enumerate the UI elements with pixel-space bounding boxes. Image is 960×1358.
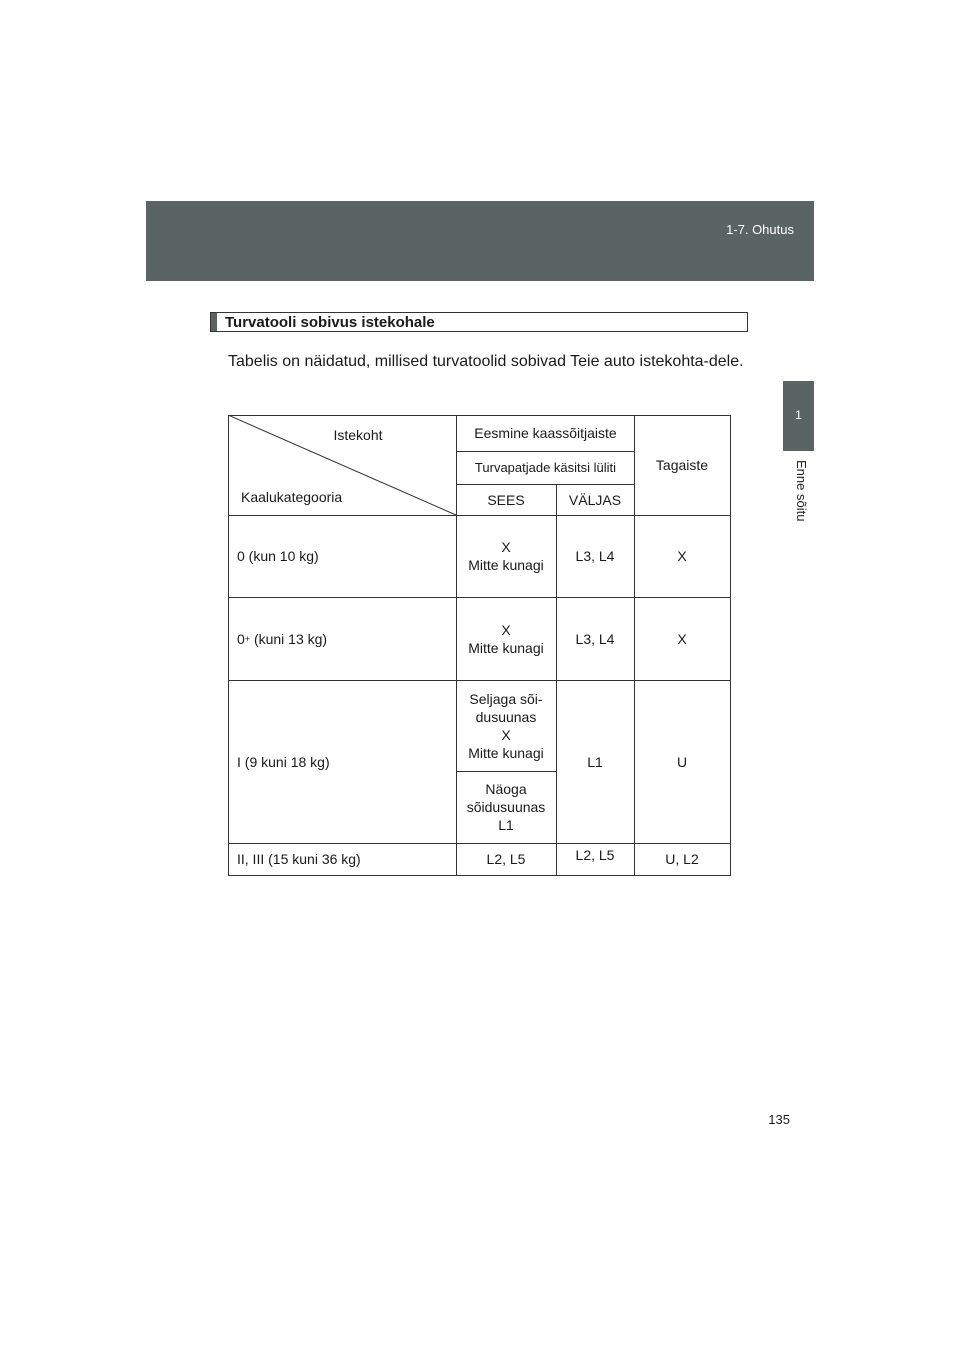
col-rear-seat: Tagaiste bbox=[655, 457, 709, 473]
chapter-number: 1 bbox=[795, 408, 802, 422]
row-cell-off: L2, L5 bbox=[575, 847, 615, 863]
chapter-tab bbox=[783, 381, 814, 451]
section-heading bbox=[210, 312, 748, 332]
row-cell-rear: X bbox=[677, 630, 687, 647]
intro-paragraph: Tabelis on näidatud, millised turvatoolid sobivad Teie auto istekohta-dele. bbox=[228, 353, 744, 370]
row-cell-on-forward-facing: Näoga sõidusuunas L1 bbox=[466, 781, 546, 833]
row-cell-on-rear-facing: Seljaga sõi- dusuunas X Mitte kunagi bbox=[468, 690, 544, 761]
row-cell-off: L1 bbox=[587, 753, 603, 770]
child-seat-table bbox=[228, 415, 731, 876]
row-category: 0 (kun 10 kg) bbox=[237, 548, 319, 564]
col-off: VÄLJAS bbox=[568, 491, 622, 508]
corner-top-label: Istekoht bbox=[333, 427, 383, 443]
header-band bbox=[146, 201, 814, 281]
page-number: 135 bbox=[768, 1112, 790, 1127]
row-cell-on: X Mitte kunagi bbox=[468, 539, 544, 573]
heading-text: Turvatooli sobivus istekohale bbox=[225, 314, 435, 331]
col-front-seat: Eesmine kaassõitjaiste bbox=[474, 425, 617, 441]
row-category: I (9 kuni 18 kg) bbox=[237, 753, 330, 770]
row-cell-rear: U, L2 bbox=[665, 851, 699, 867]
chapter-label: Enne sõitu bbox=[794, 460, 809, 522]
row-cell-off: L3, L4 bbox=[575, 548, 615, 564]
row-cell-rear: U bbox=[676, 753, 688, 770]
row-cell-on: L2, L5 bbox=[486, 851, 526, 867]
row-cell-on: X Mitte kunagi bbox=[468, 621, 544, 656]
col-airbag-switch: Turvapatjade käsitsi lüliti bbox=[474, 459, 617, 475]
corner-bottom-label: Kaalukategooria bbox=[241, 489, 343, 505]
row-cell-rear: X bbox=[677, 548, 687, 564]
col-on: SEES bbox=[487, 491, 525, 508]
row-category: II, III (15 kuni 36 kg) bbox=[237, 851, 361, 867]
row-cell-off: L3, L4 bbox=[575, 630, 615, 647]
row-category: 0 + (kuni 13 kg) bbox=[237, 630, 328, 647]
heading-marker bbox=[211, 313, 217, 331]
section-title: 1-7. Ohutus bbox=[726, 222, 794, 237]
